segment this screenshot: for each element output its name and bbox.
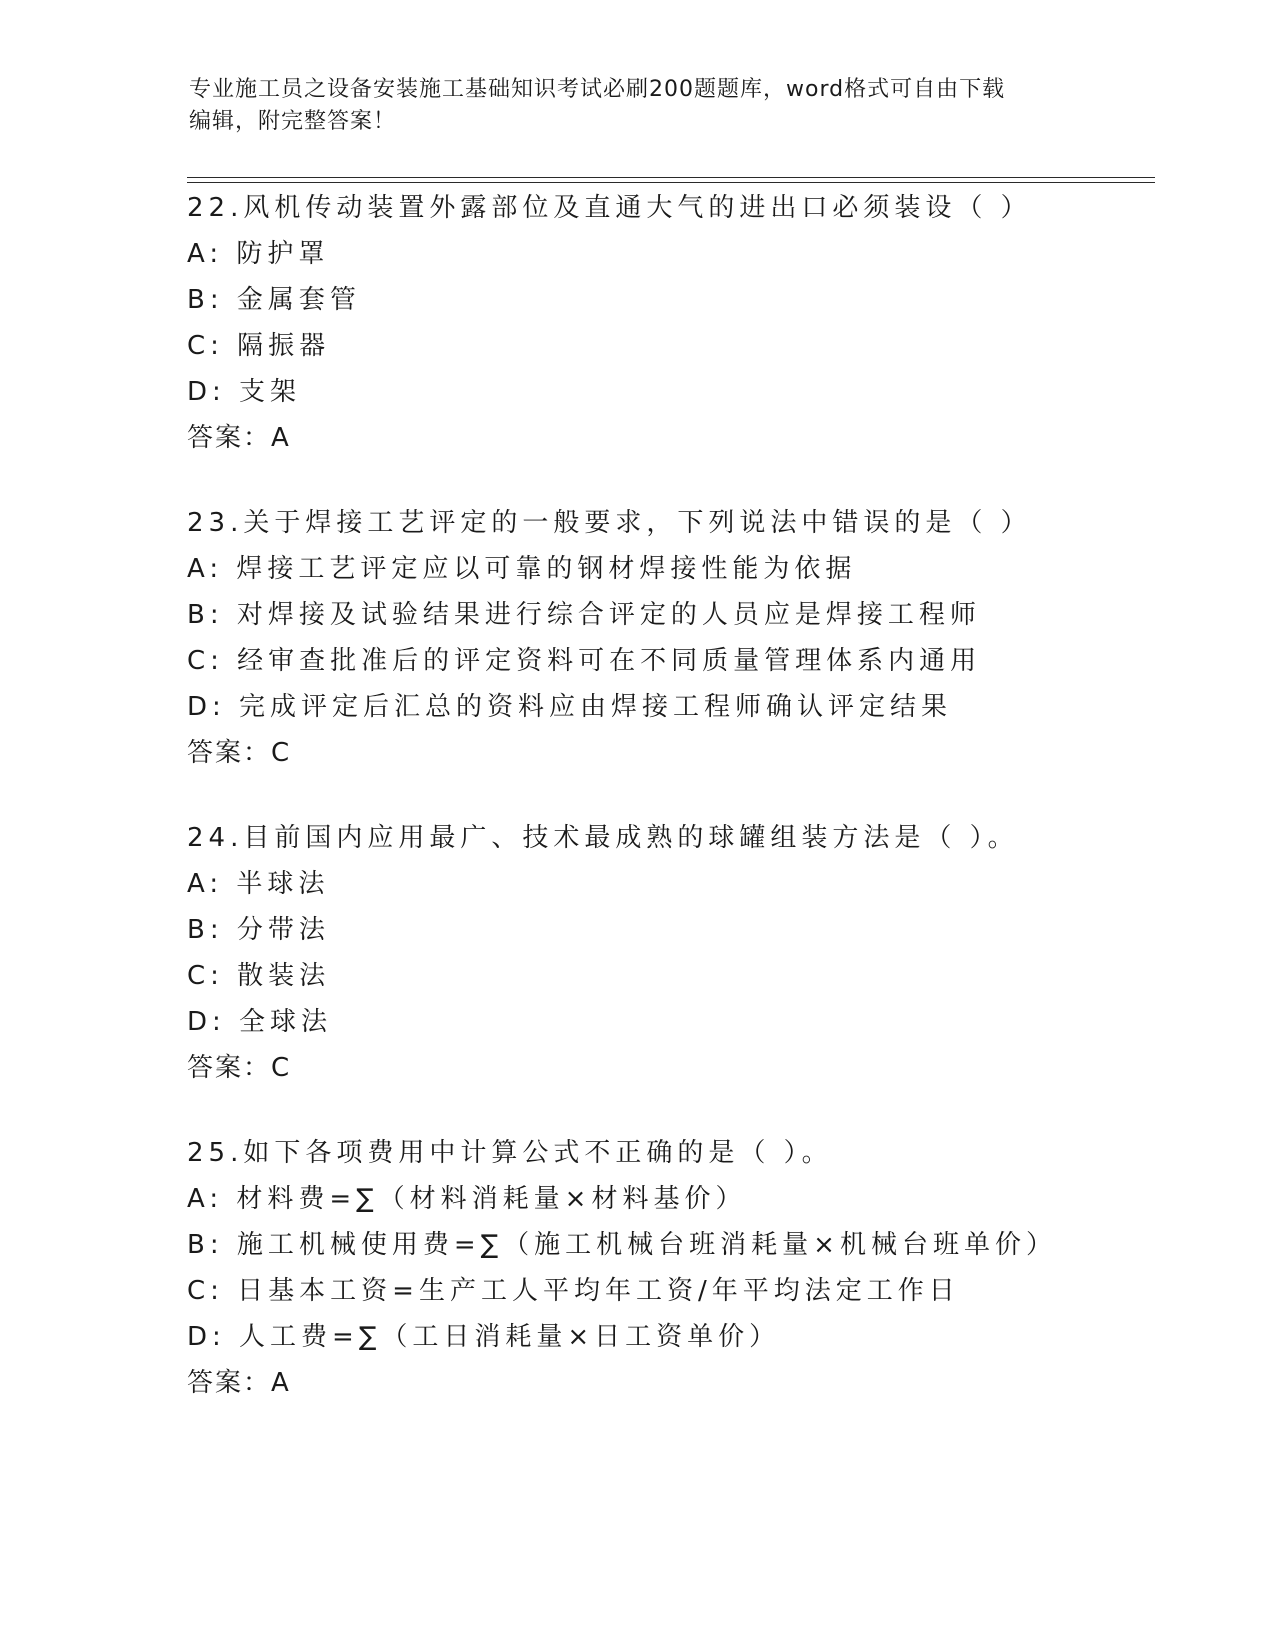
answer-label: 答案： [187, 738, 272, 768]
option-d: D: 完成评定后汇总的资料应由焊接工程师确认评定结果 [187, 692, 953, 722]
answer-line [187, 1045, 1187, 1091]
answer-line [187, 1360, 1187, 1406]
option-c: C: 经审查批准后的评定资料可在不同质量管理体系内通用 [187, 646, 982, 676]
option-d: D: 支架 [187, 377, 302, 407]
question-title: 24.目前国内应用最广、技术最成熟的球罐组装方法是（ ）。 [187, 823, 1019, 853]
option-b: B: 分带法 [187, 915, 330, 945]
answer-value: C [271, 1053, 292, 1083]
answer-label: 答案： [187, 1053, 272, 1083]
answer-line [187, 730, 1187, 776]
answer-value: A [271, 423, 291, 453]
option-c: C: 隔振器 [187, 331, 331, 361]
header-line-2: 编辑，附完整答案！ [189, 109, 397, 134]
option-b: B: 对焊接及试验结果进行综合评定的人员应是焊接工程师 [187, 600, 981, 630]
answer-label: 答案： [187, 1368, 272, 1398]
option-a: A: 防护罩 [187, 239, 330, 269]
answer-value: C [271, 738, 292, 768]
header-divider-bottom [187, 182, 1155, 183]
option-c: C: 散装法 [187, 961, 331, 991]
question-24 [187, 815, 1187, 1091]
option-c: C: 日基本工资=生产工人平均年工资/年平均法定工作日 [187, 1276, 960, 1306]
header-divider-top [187, 177, 1155, 178]
document-header [189, 74, 1089, 138]
header-line-1: 专业施工员之设备安装施工基础知识考试必刷200题题库，word格式可自由下载 [189, 77, 1006, 102]
question-title: 23.关于焊接工艺评定的一般要求，下列说法中错误的是（ ） [187, 508, 1032, 538]
option-d: D: 人工费=∑（工日消耗量×日工资单价） [187, 1322, 781, 1352]
option-a: A: 焊接工艺评定应以可靠的钢材焊接性能为依据 [187, 554, 857, 584]
option-a: A: 材料费=∑（材料消耗量×材料基价） [187, 1184, 747, 1214]
question-23 [187, 500, 1187, 776]
option-b: B: 金属套管 [187, 285, 361, 315]
option-d: D: 全球法 [187, 1007, 333, 1037]
question-25 [187, 1130, 1187, 1406]
answer-value: A [271, 1368, 291, 1398]
option-b: B: 施工机械使用费=∑（施工机械台班消耗量×机械台班单价） [187, 1230, 1057, 1260]
question-title: 22.风机传动装置外露部位及直通大气的进出口必须装设（ ） [187, 193, 1032, 223]
question-title: 25.如下各项费用中计算公式不正确的是（ ）。 [187, 1138, 833, 1168]
answer-line [187, 415, 1187, 461]
option-a: A: 半球法 [187, 869, 330, 899]
answer-label: 答案： [187, 423, 272, 453]
question-22 [187, 185, 1187, 461]
